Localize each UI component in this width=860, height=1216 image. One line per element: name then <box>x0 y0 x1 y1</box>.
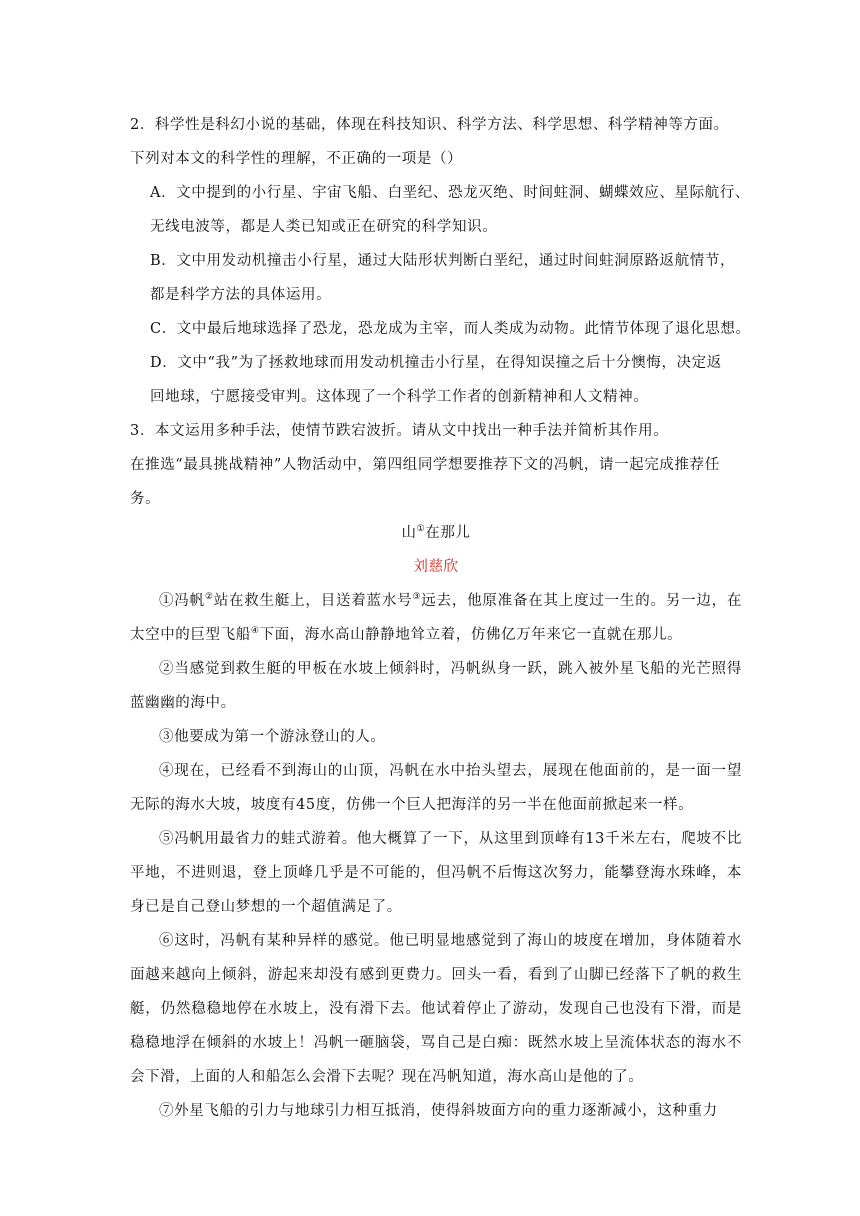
article-paragraph-2: ②当感觉到救生艇的甲板在水坡上倾斜时，冯帆纵身一跃，跳入被外星飞船的光芒照得蓝幽幽的海中。 <box>130 661 742 711</box>
article-title-pre: 山 <box>401 525 417 541</box>
article-title-post: 在那儿 <box>425 525 471 541</box>
option-d-line2: 回地球，宁愿接受审判。这体现了一个科学工作者的创新精神和人文精神。 <box>150 389 649 405</box>
p1-part-c: 远去，他原准备在其上度过一生的。另一边，在太空中的巨型飞船 <box>130 593 742 643</box>
p1-part-d: 下面，海水高山静静地耸立着，仿佛亿万年来它一直就在那儿。 <box>259 627 683 643</box>
p1-part-a: ①冯帆 <box>159 593 205 609</box>
footnote-marker-3: ③ <box>412 592 422 603</box>
document-page <box>130 108 751 1128</box>
question-3-stem: 3．本文运用多种手法，使情节跌宕波折。请从文中找出一种手法并简析其作用。 <box>130 423 669 439</box>
intro-line2: 务。 <box>130 491 161 507</box>
article-title <box>130 516 742 550</box>
article-paragraph-6: ⑥这时，冯帆有某种异样的感觉。他已明显地感觉到了海山的坡度在增加，身体随着水面越来越向上倾斜，游起来却没有感到更费力。回头一看，看到了山脚已经落下了帆的救生艇，仍然稳稳地停在水坡上，没有滑下去。他试着停止了游动，发现自己也没有下滑，而是稳稳地浮在倾斜的水坡上！冯帆一砸脑袋，骂自己是白痴：既然水坡上呈流体状态的海水不会下滑，上面的人和船怎么会滑下去呢？现在冯帆知道，海水高山是他的了。 <box>130 933 742 1085</box>
article-author: 刘慈欣 <box>413 559 459 575</box>
article-paragraph-7: ⑦外星飞船的引力与地球引力相互抵消，使得斜坡面方向的重力逐渐减小，这种重力 <box>159 1103 718 1119</box>
option-a-line1: A．文中提到的小行星、宇宙飞船、白垩纪、恐龙灭绝、时间蛀洞、蝴蝶效应、星际航行、 <box>150 185 750 201</box>
option-b-line2: 都是科学方法的具体运用。 <box>150 287 332 303</box>
article-paragraph-3: ③他要成为第一个游泳登山的人。 <box>159 729 386 745</box>
footnote-marker-2: ② <box>204 592 214 603</box>
option-b-line1: B．文中用发动机撞击小行星，通过大陆形状判断白垩纪，通过时间蛀洞原路返航情节， <box>150 253 736 269</box>
article-paragraph-5: ⑤冯帆用最省力的蛙式游着。他大概算了一下，从这里到顶峰有13千米左右，爬坡不比平地，不进则退，登上顶峰几乎是不可能的，但冯帆不后悔这次努力，能攀登海水珠峰，本身已是自己登山梦想的一个超值满足了。 <box>130 831 742 915</box>
question-2-stem-line2: 下列对本文的科学性的理解，不正确的一项是（） <box>130 151 463 167</box>
option-a-line2: 无线电波等，都是人类已知或正在研究的科学知识。 <box>150 219 498 235</box>
article-paragraph-1 <box>130 584 742 652</box>
title-footnote-marker: ① <box>416 524 426 535</box>
footnote-marker-4: ④ <box>250 626 260 637</box>
intro-line1: 在推选“最具挑战精神”人物活动中，第四组同学想要推荐下文的冯帆，请一起完成推荐任 <box>130 457 720 473</box>
article-paragraph-4: ④现在，已经看不到海山的山顶，冯帆在水中抬头望去，展现在他面前的，是一面一望无际的海水大坡，坡度有45度，仿佛一个巨人把海洋的另一半在他面前掀起来一样。 <box>130 763 742 813</box>
question-2-stem-line1: 2．科学性是科幻小说的基础，体现在科技知识、科学方法、科学思想、科学精神等方面。 <box>130 117 729 133</box>
p1-part-b: 站在救生艇上，目送着蓝水号 <box>213 593 413 609</box>
option-c-line1: C．文中最后地球选择了恐龙，恐龙成为主宰，而人类成为动物。此情节体现了退化思想。 <box>150 321 751 337</box>
option-d-line1: D．文中“我”为了拯救地球而用发动机撞击小行星，在得知误撞之后十分懊悔，决定返 <box>150 355 722 371</box>
